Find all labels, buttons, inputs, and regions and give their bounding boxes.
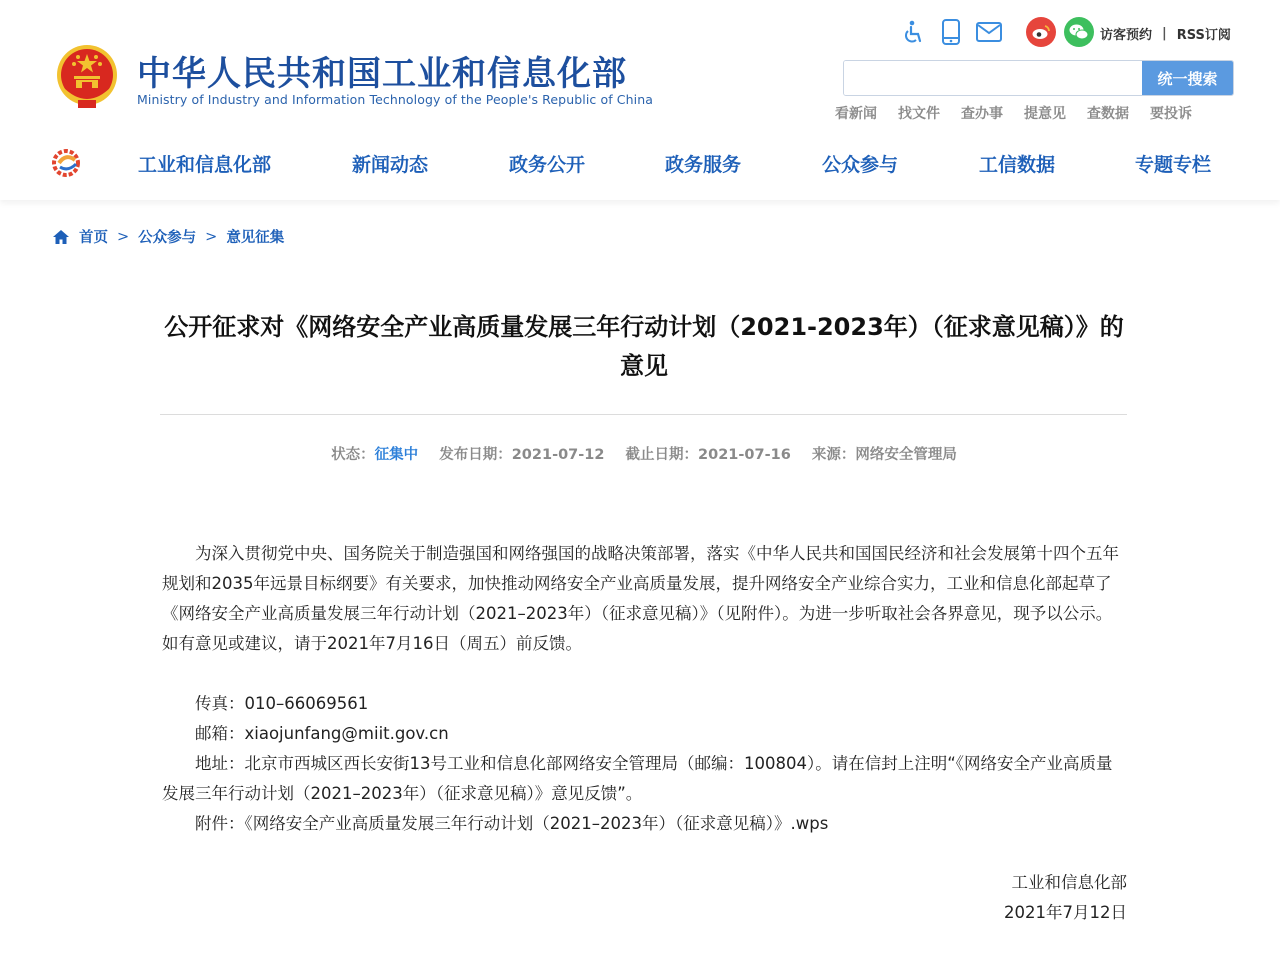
quick-link-documents[interactable]: 找文件 xyxy=(898,106,940,122)
nav-public-participation[interactable]: 公众参与 xyxy=(822,154,899,176)
nav-data[interactable]: 工信数据 xyxy=(979,154,1056,176)
site-title[interactable]: 中华人民共和国工业和信息化部 xyxy=(137,54,627,94)
signature-organization: 工业和信息化部 xyxy=(1011,873,1127,892)
search-bar xyxy=(843,60,1234,96)
status-info xyxy=(331,447,418,463)
quick-link-news[interactable]: 看新闻 xyxy=(835,106,877,122)
miit-logo-icon[interactable] xyxy=(51,148,83,178)
attachment-label: 附件： xyxy=(195,814,245,833)
quick-link-complaints[interactable]: 要投诉 xyxy=(1150,106,1192,122)
article-body xyxy=(162,539,1128,839)
search-input[interactable] xyxy=(844,61,1142,95)
site-header xyxy=(0,0,1280,200)
article-title: 公开征求对《网络安全产业高质量发展三年行动计划（2021-2023年）（征求意见稿）》的意见 xyxy=(164,313,1124,380)
breadcrumb xyxy=(52,226,284,247)
national-emblem-icon[interactable] xyxy=(52,42,122,112)
quick-link-data[interactable]: 查数据 xyxy=(1087,106,1129,122)
wechat-icon[interactable] xyxy=(1064,17,1094,47)
status-label: 状态： xyxy=(331,447,375,463)
top-icon-bar xyxy=(898,16,1102,48)
nav-government-affairs[interactable]: 政务公开 xyxy=(509,154,586,176)
attachment-line xyxy=(162,809,1128,839)
nav-news[interactable]: 新闻动态 xyxy=(352,154,429,176)
accessibility-icon[interactable] xyxy=(898,17,928,47)
fax-line: 传真：010–66069561 xyxy=(195,694,369,713)
publish-date: 发布日期：2021-07-12 xyxy=(439,447,605,463)
attachment-link[interactable]: 《网络安全产业高质量发展三年行动计划（2021–2023年）（征求意见稿）》.wps xyxy=(244,814,829,833)
breadcrumb-separator: > xyxy=(117,228,130,245)
nav-ministry[interactable]: 工业和信息化部 xyxy=(138,154,272,176)
deadline-date: 截止日期：2021-07-16 xyxy=(625,447,791,463)
mobile-icon[interactable] xyxy=(936,17,966,47)
nav-government-services[interactable]: 政务服务 xyxy=(665,154,742,176)
mail-icon[interactable] xyxy=(974,17,1004,47)
home-icon xyxy=(52,228,70,246)
nav-special-topics[interactable]: 专题专栏 xyxy=(1135,154,1212,176)
top-links xyxy=(1100,24,1231,43)
intro-paragraph: 为深入贯彻党中央、国务院关于制造强国和网络强国的战略决策部署，落实《中华人民共和国国民经济和社会发展第十四个五年规划和2035年远景目标纲要》有关要求，加快推动网络安全产业高质量发展，提升网络安全产业综合实力，工业和信息化部起草了《网络安全产业高质量发展三年行动计划（2021–2023年）（征求意见稿）》（见附件）。为进一步听取社会各界意见，现予以公示。如有意见或建议，请于2021年7月16日（周五）前反馈。 xyxy=(162,544,1119,653)
email-line: 邮箱：xiaojunfang@miit.gov.cn xyxy=(195,724,449,743)
breadcrumb-public-participation[interactable]: 公众参与 xyxy=(138,230,197,246)
breadcrumb-separator: > xyxy=(205,228,218,245)
title-divider xyxy=(160,414,1127,415)
search-button[interactable]: 统一搜索 xyxy=(1142,61,1233,95)
article-meta xyxy=(0,443,1280,464)
status-badge: 征集中 xyxy=(374,447,419,463)
main-nav xyxy=(0,140,1280,186)
top-links-separator: | xyxy=(1162,26,1167,41)
address-line: 地址：北京市西城区西长安街13号工业和信息化部网络安全管理局（邮编：100804）。请在信封上注明“《网络安全产业高质量发展三年行动计划（2021–2023年）（征求意见稿）》意见反馈”。 xyxy=(162,754,1113,803)
quick-link-suggestions[interactable]: 提意见 xyxy=(1024,106,1066,122)
quick-links xyxy=(835,103,1213,123)
site-subtitle: Ministry of Industry and Information Technology of the People's Republic of China xyxy=(137,92,653,107)
rss-subscribe-link[interactable]: RSS订阅 xyxy=(1176,28,1231,43)
breadcrumb-opinion-collection[interactable]: 意见征集 xyxy=(226,230,285,246)
signature-block xyxy=(1004,868,1127,928)
quick-link-services[interactable]: 查办事 xyxy=(961,106,1003,122)
weibo-icon[interactable] xyxy=(1026,17,1056,47)
signature-date: 2021年7月12日 xyxy=(1004,903,1127,922)
source-department: 来源：网络安全管理局 xyxy=(811,447,957,463)
breadcrumb-home[interactable]: 首页 xyxy=(79,230,108,246)
visitor-appointment-link[interactable]: 访客预约 xyxy=(1100,28,1153,43)
